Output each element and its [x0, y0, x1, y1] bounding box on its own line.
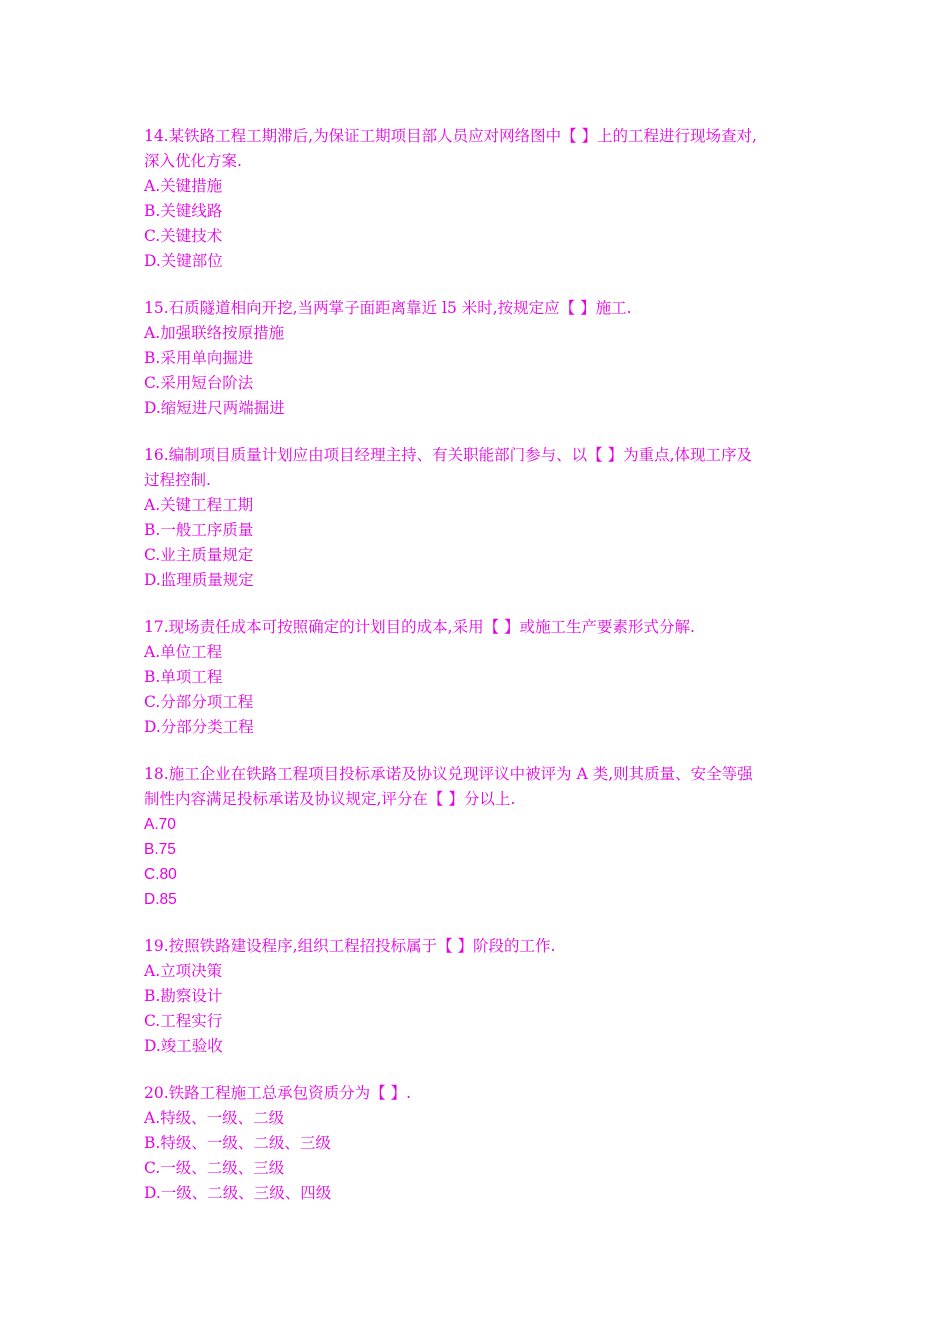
- option-a: A.关键措施: [144, 177, 223, 195]
- option-a: A.特级、一级、二级: [144, 1109, 285, 1127]
- question-stem-line: 15.石质隧道相向开挖,当两掌子面距离靠近 l5 米时,按规定应【 】施工.: [144, 299, 632, 317]
- question-18: [144, 762, 804, 912]
- question-stem-line: 20.铁路工程施工总承包资质分为【 】.: [144, 1084, 412, 1102]
- option-a: A.关键工程工期: [144, 496, 254, 514]
- question-20: [144, 1081, 804, 1206]
- question-stem-line: 深入优化方案.: [144, 152, 242, 170]
- option-b: B.特级、一级、二级、三级: [144, 1134, 331, 1152]
- option-b: B.一般工序质量: [144, 521, 254, 539]
- question-stem-line: 14.某铁路工程工期滞后,为保证工期项目部人员应对网络图中【 】上的工程进行现场查对,: [144, 127, 757, 145]
- option-c: C.关键技术: [144, 227, 223, 245]
- option-c: C.业主质量规定: [144, 546, 254, 564]
- option-b: B.关键线路: [144, 202, 223, 220]
- question-15: [144, 296, 804, 421]
- question-stem-line: 19.按照铁路建设程序,组织工程招投标属于【 】阶段的工作.: [144, 937, 556, 955]
- option-c: C.一级、二级、三级: [144, 1159, 285, 1177]
- option-c: C.工程实行: [144, 1012, 223, 1030]
- option-d: D.监理质量规定: [144, 571, 254, 589]
- option-b: B.75: [144, 841, 176, 858]
- option-d: D.一级、二级、三级、四级: [144, 1184, 332, 1202]
- question-stem-line: 制性内容满足投标承诺及协议规定,评分在【 】分以上.: [144, 790, 516, 808]
- option-b: B.采用单向掘进: [144, 349, 254, 367]
- question-stem-line: 16.编制项目质量计划应由项目经理主持、有关职能部门参与、以【 】为重点,体现工序及: [144, 446, 753, 464]
- option-a: A.立项决策: [144, 962, 223, 980]
- document-page: [144, 124, 804, 1228]
- option-a: A.70: [144, 816, 176, 833]
- option-d: D.缩短进尺两端掘进: [144, 399, 285, 417]
- option-c: C.分部分项工程: [144, 693, 254, 711]
- question-stem-line: 过程控制.: [144, 471, 211, 489]
- question-16: [144, 443, 804, 593]
- option-c: C.采用短台阶法: [144, 374, 254, 392]
- question-14: [144, 124, 804, 274]
- option-b: B.单项工程: [144, 668, 223, 686]
- option-a: A.加强联络按原措施: [144, 324, 285, 342]
- option-d: D.关键部位: [144, 252, 223, 270]
- question-17: [144, 615, 804, 740]
- question-stem-line: 18.施工企业在铁路工程项目投标承诺及协议兑现评议中被评为 A 类,则其质量、安全等强: [144, 765, 753, 783]
- option-d: D.竣工验收: [144, 1037, 223, 1055]
- question-stem-line: 17.现场责任成本可按照确定的计划目的成本,采用【 】或施工生产要素形式分解.: [144, 618, 695, 636]
- question-19: [144, 934, 804, 1059]
- option-a: A.单位工程: [144, 643, 223, 661]
- option-d: D.85: [144, 891, 177, 908]
- option-d: D.分部分类工程: [144, 718, 254, 736]
- option-c: C.80: [144, 866, 177, 883]
- option-b: B.勘察设计: [144, 987, 223, 1005]
